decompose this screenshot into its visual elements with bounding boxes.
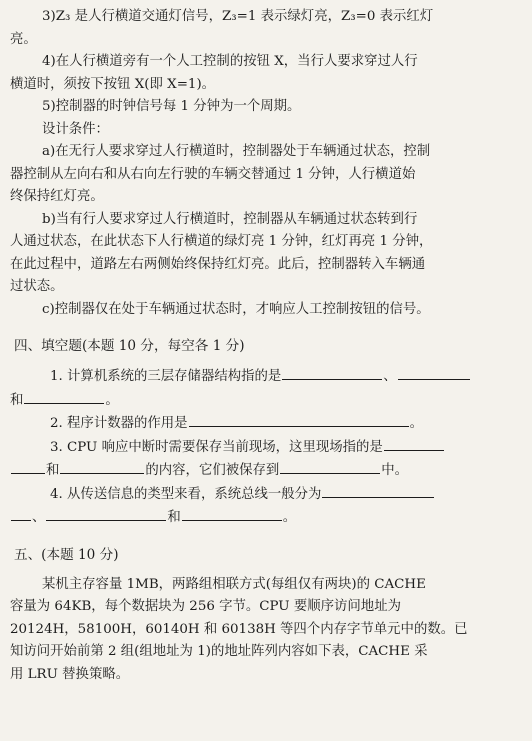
s5-para-line3: 20124H，58100H，60140H 和 60138H 等四个内存字节单元中的数。已 xyxy=(10,621,468,637)
q2-blank[interactable] xyxy=(189,412,409,427)
q4-and: 和 xyxy=(167,510,181,525)
s5-para-line2: 容量为 64KB，每个数据块为 256 字节。CPU 要顺序访问地址为 xyxy=(10,599,401,614)
q3-end: 中。 xyxy=(381,463,409,478)
cond4-line2: 横道时，须按下按钮 X(即 X=1)。 xyxy=(10,76,216,92)
q3-blank1[interactable] xyxy=(384,436,444,451)
q4-end: 。 xyxy=(282,510,297,525)
cond-b-line2: 人通过状态，在此状态下人行横道的绿灯亮 1 分钟，红灯再亮 1 分钟， xyxy=(10,234,433,249)
q3-blank3[interactable] xyxy=(280,459,380,474)
s5-para-line5: 用 LRU 替换策略。 xyxy=(10,666,130,682)
q1-line2 xyxy=(10,389,518,413)
cond-b-line1: b)当有行人要求穿过人行横道时，控制器从车辆通过状态转到行 xyxy=(42,211,418,227)
q4-sep: 、 xyxy=(32,510,46,525)
q4-blank1[interactable] xyxy=(322,483,434,498)
cond-a-line1: a)在无行人要求穿过人行横道时，控制器处于车辆通过状态，控制 xyxy=(42,144,431,159)
q4-line2 xyxy=(10,506,518,530)
cond-a-line3: 终保持红灯亮。 xyxy=(10,189,104,204)
q3-and: 和 xyxy=(46,463,60,478)
cond-b-line3: 在此过程中，道路左右两侧始终保持红灯亮。此后，控制器转入车辆通 xyxy=(10,256,426,272)
q1-sep: 、 xyxy=(383,369,397,384)
cond4-line1: 4)在人行横道旁有一个人工控制的按钮 X，当行人要求穿过人行 xyxy=(42,54,418,69)
q1-blank2[interactable] xyxy=(398,365,470,380)
cond5-line: 5)控制器的时钟信号每 1 分钟为一个周期。 xyxy=(42,99,301,114)
q4-blank3[interactable] xyxy=(182,506,282,521)
cond3-line2: 亮。 xyxy=(10,31,37,47)
q2-line xyxy=(10,412,518,436)
q3-content: 的内容，它们被保存到 xyxy=(145,463,280,478)
q4-line1 xyxy=(10,483,518,507)
q4-blank2[interactable] xyxy=(46,506,166,521)
q1-line1 xyxy=(10,365,518,389)
q1-and: 和 xyxy=(10,392,24,408)
q3-blank2[interactable] xyxy=(60,459,144,474)
q1-text: 1. 计算机系统的三层存储器结构指的是 xyxy=(50,369,282,384)
s5-para-line4: 知访问开始前第 2 组(组地址为 1)的地址阵列内容如下表，CACHE 采 xyxy=(10,644,428,659)
q2-end: 。 xyxy=(409,416,423,431)
cond3-line1: 3)Z₃ 是人行横道交通灯信号，Z₃=1 表示绿灯亮，Z₃=0 表示红灯 xyxy=(42,9,434,24)
cond-b-line4: 过状态。 xyxy=(10,279,64,294)
section4-title: 四、填空题(本题 10 分，每空各 1 分) xyxy=(14,338,245,354)
q1-blank3[interactable] xyxy=(24,389,104,404)
q3-blank1-cont[interactable] xyxy=(11,459,45,474)
q4-blank1-cont[interactable] xyxy=(11,506,31,521)
q3-text: 3. CPU 响应中断时需要保存当前现场，这里现场指的是 xyxy=(50,439,383,455)
design-conditions-heading: 设计条件： xyxy=(42,121,109,137)
cond-a-line2: 器控制从左向右和从右向左行驶的车辆交替通过 1 分钟，人行横道始 xyxy=(10,166,416,182)
cond-c-line1: c)控制器仅在处于车辆通过状态时，才响应人工控制按钮的信号。 xyxy=(42,301,430,317)
q1-blank1[interactable] xyxy=(282,365,382,380)
q4-text: 4. 从传送信息的类型来看，系统总线一般分为 xyxy=(50,486,322,502)
q3-line1 xyxy=(10,436,518,460)
q2-text: 2. 程序计数器的作用是 xyxy=(50,416,188,431)
q1-end: 。 xyxy=(105,392,119,408)
section5-title: 五、(本题 10 分) xyxy=(14,546,119,563)
s5-para-line1: 某机主存容量 1MB，两路组相联方式(每组仅有两块)的 CACHE xyxy=(42,576,426,592)
q3-line2 xyxy=(10,459,518,483)
